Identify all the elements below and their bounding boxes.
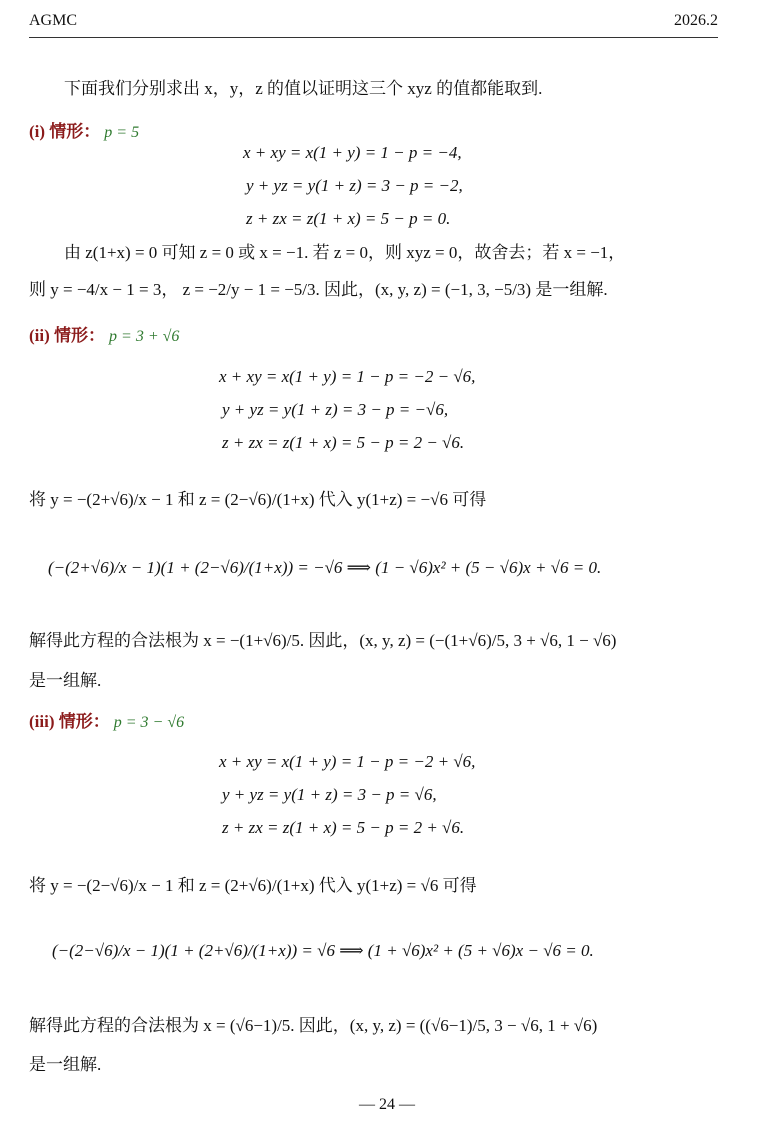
- case-1-label: (i) 情形：: [29, 122, 101, 141]
- case-1-equation-3: z + zx = z(1 + x) = 5 − p = 0.: [246, 209, 451, 228]
- case-2-label: (ii) 情形：: [29, 326, 106, 345]
- case-1-equation-1: x + xy = x(1 + y) = 1 − p = −4,: [243, 143, 462, 162]
- case-1-text-2: 则 y = −4/x − 1 = 3， z = −2/y − 1 = −5/3. 因此，(x, y, z) = (−1, 3, −5/3) 是一组解.: [29, 280, 608, 299]
- case-3-equation-1: x + xy = x(1 + y) = 1 − p = −2 + √6,: [219, 752, 476, 771]
- case-3-heading: [29, 707, 184, 732]
- header-rule: [29, 37, 718, 38]
- running-header-left: AGMC: [29, 12, 78, 29]
- case-3-substitution: 将 y = −(2−√6)/x − 1 和 z = (2+√6)/(1+x) 代入 y(1+z) = √6 可得: [29, 876, 477, 895]
- case-2-tail: 是一组解.: [29, 671, 102, 690]
- case-1-heading: [29, 117, 139, 142]
- case-3-root: 解得此方程的合法根为 x = (√6−1)/5. 因此，(x, y, z) = ((√6−1)/5, 3 − √6, 1 + √6): [29, 1016, 598, 1035]
- running-header-date: 2026.2: [674, 12, 718, 29]
- case-2-equation-3: z + zx = z(1 + x) = 5 − p = 2 − √6.: [222, 433, 465, 452]
- case-3-equation-2: y + yz = y(1 + z) = 3 − p = √6,: [222, 785, 437, 804]
- case-2-heading: [29, 321, 179, 346]
- case-3-label: (iii) 情形：: [29, 712, 110, 731]
- case-2-substitution: 将 y = −(2+√6)/x − 1 和 z = (2−√6)/(1+x) 代入 y(1+z) = −√6 可得: [29, 490, 487, 509]
- case-3-derived-equation: (−(2−√6)/x − 1)(1 + (2+√6)/(1+x)) = √6 ⟹ (1 + √6)x² + (5 + √6)x − √6 = 0.: [52, 941, 594, 960]
- page-number: — 24 —: [359, 1096, 415, 1113]
- case-3-tail: 是一组解.: [29, 1055, 102, 1074]
- case-2-equation-1: x + xy = x(1 + y) = 1 − p = −2 − √6,: [219, 367, 476, 386]
- intro-paragraph: 下面我们分别求出 x，y，z 的值以证明这三个 xyz 的值都能取到.: [64, 79, 543, 98]
- case-3-equation-3: z + zx = z(1 + x) = 5 − p = 2 + √6.: [222, 818, 465, 837]
- case-3-param: p = 3 − √6: [113, 714, 185, 731]
- case-2-equation-2: y + yz = y(1 + z) = 3 − p = −√6,: [222, 400, 449, 419]
- case-1-equation-2: y + yz = y(1 + z) = 3 − p = −2,: [246, 176, 463, 195]
- case-2-root: 解得此方程的合法根为 x = −(1+√6)/5. 因此，(x, y, z) = (−(1+√6)/5, 3 + √6, 1 − √6): [29, 631, 617, 650]
- case-1-param: p = 5: [104, 124, 140, 141]
- case-2-derived-equation: (−(2+√6)/x − 1)(1 + (2−√6)/(1+x)) = −√6 ⟹ (1 − √6)x² + (5 − √6)x + √6 = 0.: [48, 558, 602, 577]
- case-2-param: p = 3 + √6: [109, 328, 180, 345]
- case-1-text-1: 由 z(1+x) = 0 可知 z = 0 或 x = −1. 若 z = 0，则 xyz = 0，故舍去；若 x = −1，: [64, 243, 626, 262]
